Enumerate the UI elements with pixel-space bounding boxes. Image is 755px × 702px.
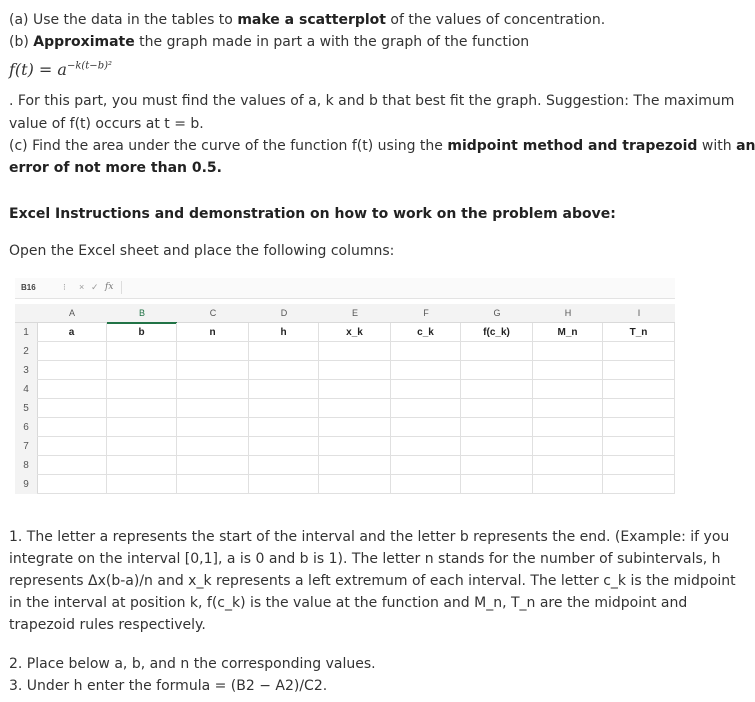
cell-h3[interactable] xyxy=(533,361,603,380)
cell-g7[interactable] xyxy=(461,437,533,456)
cell-c2[interactable] xyxy=(177,342,249,361)
cell-h8[interactable] xyxy=(533,456,603,475)
excel-screenshot xyxy=(15,278,675,502)
cell-e8[interactable] xyxy=(319,456,391,475)
cell-i2[interactable] xyxy=(603,342,675,361)
open-sheet-instruction: Open the Excel sheet and place the following columns: xyxy=(9,243,395,259)
cell-d6[interactable] xyxy=(249,418,319,437)
cell-f7[interactable] xyxy=(391,437,461,456)
cell-g6[interactable] xyxy=(461,418,533,437)
cell-g1[interactable]: f(c_k) xyxy=(461,323,533,342)
part-c-emphasis-2: an xyxy=(736,138,755,154)
cell-f8[interactable] xyxy=(391,456,461,475)
cell-f3[interactable] xyxy=(391,361,461,380)
column-header-c[interactable]: C xyxy=(177,304,249,323)
excel-heading: Excel Instructions and demonstration on how to work on the problem above: xyxy=(9,206,616,222)
cell-f4[interactable] xyxy=(391,380,461,399)
cell-c7[interactable] xyxy=(177,437,249,456)
cell-b2[interactable] xyxy=(107,342,177,361)
cell-d3[interactable] xyxy=(249,361,319,380)
cell-d7[interactable] xyxy=(249,437,319,456)
cell-e6[interactable] xyxy=(319,418,391,437)
cell-i8[interactable] xyxy=(603,456,675,475)
cell-b4[interactable] xyxy=(107,380,177,399)
part-a-text: (a) Use the data in the tables to xyxy=(9,12,238,28)
note-1-line-1: 1. The letter a represents the start of the interval and the letter b represents the end. (Example: if you xyxy=(9,529,730,545)
cell-e7[interactable] xyxy=(319,437,391,456)
column-header-i[interactable]: I xyxy=(603,304,675,323)
formula-exponent: −k(t−b)² xyxy=(66,60,113,72)
note-2: 2. Place below a, b, and n the corresponding values. xyxy=(9,656,376,672)
cell-i4[interactable] xyxy=(603,380,675,399)
cell-i5[interactable] xyxy=(603,399,675,418)
cell-h6[interactable] xyxy=(533,418,603,437)
column-header-d[interactable]: D xyxy=(249,304,319,323)
cell-f1[interactable]: c_k xyxy=(391,323,461,342)
cell-g9[interactable] xyxy=(461,475,533,494)
cell-c6[interactable] xyxy=(177,418,249,437)
cell-i6[interactable] xyxy=(603,418,675,437)
row-header-5[interactable]: 5 xyxy=(15,399,38,418)
cell-d1[interactable]: h xyxy=(249,323,319,342)
cell-e2[interactable] xyxy=(319,342,391,361)
part-c-text-mid: with xyxy=(697,138,737,154)
cell-e3[interactable] xyxy=(319,361,391,380)
part-b-text-end: the graph made in part a with the graph of the function xyxy=(134,34,530,50)
confirm-icon[interactable]: ✓ xyxy=(91,282,99,292)
name-box-dropdown-icon[interactable]: ⁝ xyxy=(63,282,66,292)
cell-g2[interactable] xyxy=(461,342,533,361)
cell-a7[interactable] xyxy=(37,437,107,456)
column-header-f[interactable]: F xyxy=(391,304,461,323)
cell-g5[interactable] xyxy=(461,399,533,418)
row-header-1[interactable]: 1 xyxy=(15,323,38,342)
cell-f5[interactable] xyxy=(391,399,461,418)
function-icon[interactable]: fx xyxy=(105,282,114,292)
cell-a8[interactable] xyxy=(37,456,107,475)
cell-f6[interactable] xyxy=(391,418,461,437)
cell-a6[interactable] xyxy=(37,418,107,437)
cell-g8[interactable] xyxy=(461,456,533,475)
part-c-line-2 xyxy=(9,157,729,179)
part-c-error-bound: error of not more than 0.5. xyxy=(9,160,222,176)
cell-i1[interactable]: T_n xyxy=(603,323,675,342)
name-box[interactable]: B16 xyxy=(21,283,36,292)
cell-g4[interactable] xyxy=(461,380,533,399)
row-header-2[interactable]: 2 xyxy=(15,342,38,361)
cell-e1[interactable]: x_k xyxy=(319,323,391,342)
cell-d8[interactable] xyxy=(249,456,319,475)
cell-a3[interactable] xyxy=(37,361,107,380)
cell-h9[interactable] xyxy=(533,475,603,494)
cell-b1[interactable]: b xyxy=(107,323,177,342)
column-header-h[interactable]: H xyxy=(533,304,603,323)
cell-h4[interactable] xyxy=(533,380,603,399)
row-header-8[interactable]: 8 xyxy=(15,456,38,475)
cell-a2[interactable] xyxy=(37,342,107,361)
formula-lhs: f(t) = a xyxy=(9,60,67,79)
cell-a9[interactable] xyxy=(37,475,107,494)
cell-d4[interactable] xyxy=(249,380,319,399)
cell-b7[interactable] xyxy=(107,437,177,456)
cell-c4[interactable] xyxy=(177,380,249,399)
cell-b9[interactable] xyxy=(107,475,177,494)
cell-a5[interactable] xyxy=(37,399,107,418)
cell-f9[interactable] xyxy=(391,475,461,494)
part-b-text: (b) xyxy=(9,34,34,50)
cell-e4[interactable] xyxy=(319,380,391,399)
cell-d2[interactable] xyxy=(249,342,319,361)
row-header-3[interactable]: 3 xyxy=(15,361,38,380)
note-1-line-4: in the interval at position k, f(c_k) is the value at the function and M_n, T_n are the midpoint and xyxy=(9,595,688,611)
cell-d9[interactable] xyxy=(249,475,319,494)
row-header-9[interactable]: 9 xyxy=(15,475,38,494)
cell-c3[interactable] xyxy=(177,361,249,380)
part-b-line xyxy=(9,31,729,53)
cell-b8[interactable] xyxy=(107,456,177,475)
part-c-text: (c) Find the area under the curve of the function f(t) using the xyxy=(9,138,448,154)
select-all-corner[interactable] xyxy=(15,304,38,323)
part-b-instruction-1: . For this part, you must find the values of a, k and b that best fit the graph. Suggestion: The maximum xyxy=(9,93,735,109)
cell-h1[interactable]: M_n xyxy=(533,323,603,342)
function-formula xyxy=(9,60,112,79)
cell-c8[interactable] xyxy=(177,456,249,475)
column-header-a[interactable]: A xyxy=(37,304,107,323)
note-1-line-3: represents Δx(b-a)/n and x_k represents a left extremum of each interval. The letter c_k is the midpoint xyxy=(9,573,736,589)
cell-b5[interactable] xyxy=(107,399,177,418)
formula-input[interactable] xyxy=(121,281,672,294)
column-header-b[interactable]: B xyxy=(107,304,177,324)
cell-i7[interactable] xyxy=(603,437,675,456)
cell-e5[interactable] xyxy=(319,399,391,418)
row-header-4[interactable]: 4 xyxy=(15,380,38,399)
part-b-emphasis: Approximate xyxy=(33,34,135,50)
cell-e9[interactable] xyxy=(319,475,391,494)
cell-h2[interactable] xyxy=(533,342,603,361)
cell-h7[interactable] xyxy=(533,437,603,456)
cell-c5[interactable] xyxy=(177,399,249,418)
part-b-instruction-2: value of f(t) occurs at t = b. xyxy=(9,116,204,132)
column-header-e[interactable]: E xyxy=(319,304,391,323)
note-1-line-2: integrate on the interval [0,1], a is 0 and b is 1). The letter n stands for the number of subintervals, h xyxy=(9,551,721,567)
row-header-7[interactable]: 7 xyxy=(15,437,38,456)
part-c-emphasis: midpoint method and trapezoid xyxy=(447,138,698,154)
column-header-g[interactable]: G xyxy=(461,304,533,323)
note-1-line-5: trapezoid rules respectively. xyxy=(9,617,206,633)
cell-c1[interactable]: n xyxy=(177,323,249,342)
cell-i3[interactable] xyxy=(603,361,675,380)
cell-d5[interactable] xyxy=(249,399,319,418)
cell-i9[interactable] xyxy=(603,475,675,494)
cell-a1[interactable]: a xyxy=(37,323,107,342)
note-3: 3. Under h enter the formula = (B2 − A2)/C2. xyxy=(9,678,328,694)
cell-c9[interactable] xyxy=(177,475,249,494)
part-a-text-end: of the values of concentration. xyxy=(385,12,606,28)
cell-h5[interactable] xyxy=(533,399,603,418)
part-c-line xyxy=(9,135,755,157)
part-a-emphasis: make a scatterplot xyxy=(237,12,386,28)
cell-a4[interactable] xyxy=(37,380,107,399)
cell-b6[interactable] xyxy=(107,418,177,437)
cell-b3[interactable] xyxy=(107,361,177,380)
formula-bar xyxy=(15,278,675,299)
cell-g3[interactable] xyxy=(461,361,533,380)
part-a-line xyxy=(9,9,729,31)
row-header-6[interactable]: 6 xyxy=(15,418,38,437)
cancel-icon[interactable]: × xyxy=(79,282,85,292)
cell-f2[interactable] xyxy=(391,342,461,361)
